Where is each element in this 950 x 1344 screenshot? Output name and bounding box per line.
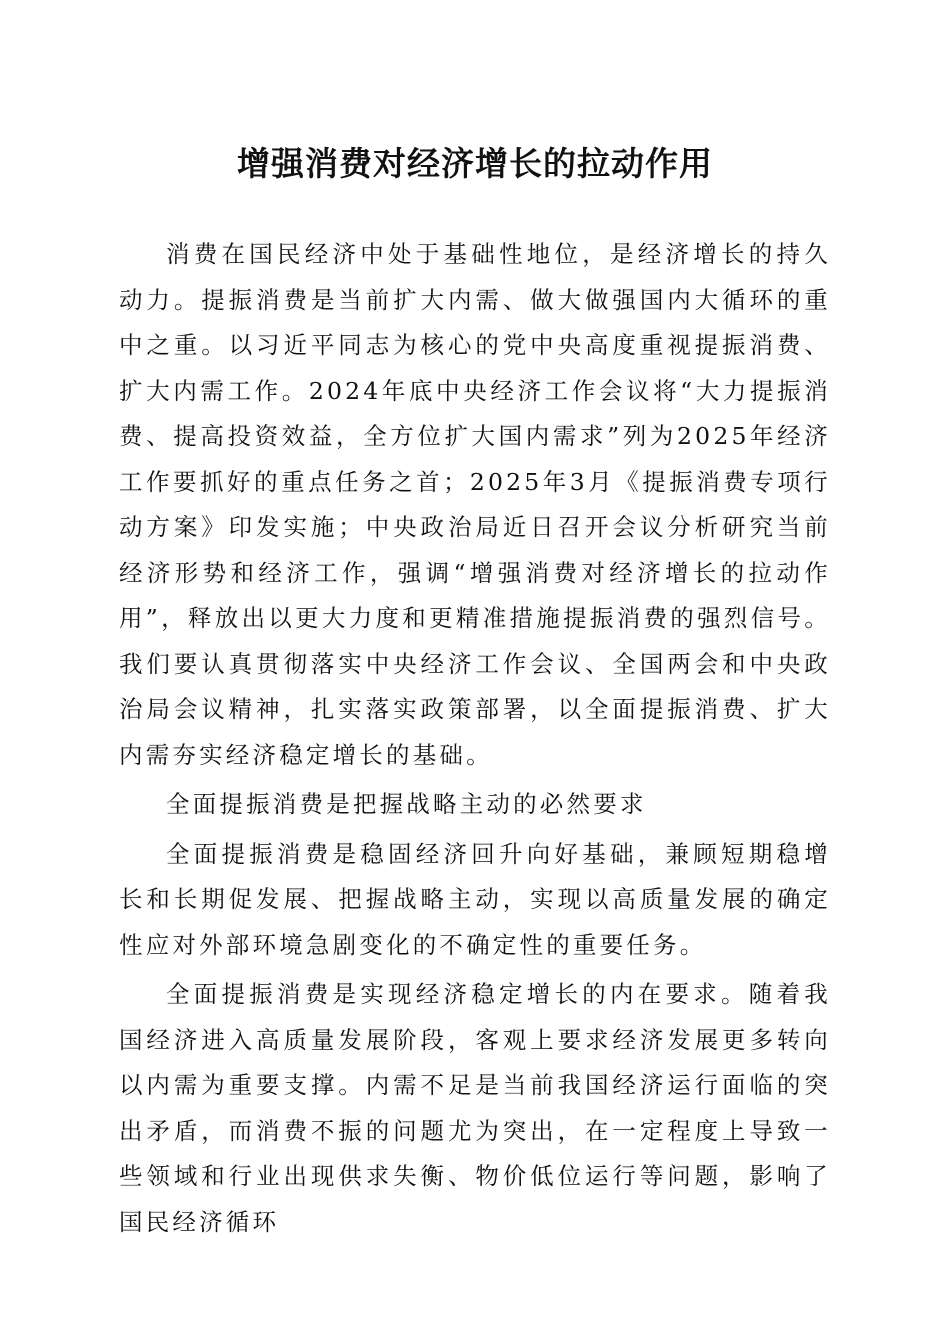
document-body <box>119 232 831 1249</box>
document-title: 增强消费对经济增长的拉动作用 <box>237 144 713 183</box>
section-heading: 全面提振消费是把握战略主动的必然要求 <box>166 790 647 818</box>
paragraph-intro: 消费在国民经济中处于基础性地位，是经济增长的持久动力。提振消费是当前扩大内需、做大做强国内大循环的重中之重。以习近平同志为核心的党中央高度重视提振消费、扩大内需工作。2024年底中央经济工作会议将“大力提振消费、提高投资效益，全方位扩大国内需求”列为2025年经济工作要抓好的重点任务之首；2025年3月《提振消费专项行动方案》印发实施；中央政治局近日召开会议分析研究当前经济形势和经济工作，强调“增强消费对经济增长的拉动作用”，释放出以更大力度和更精准措施提振消费的强烈信号。我们要认真贯彻落实中央经济工作会议、全国两会和中央政治局会议精神，扎实落实政策部署，以全面提振消费、扩大内需夯实经济稳定增长的基础。 <box>119 240 831 769</box>
paragraph-strategic: 全面提振消费是稳固经济回升向好基础，兼顾短期稳增长和长期促发展、把握战略主动，实现以高质量发展的确定性应对外部环境急剧变化的不确定性的重要任务。 <box>119 839 831 959</box>
paragraph-growth: 全面提振消费是实现经济稳定增长的内在要求。随着我国经济进入高质量发展阶段，客观上要求经济发展更多转向以内需为重要支撑。内需不足是当前我国经济运行面临的突出矛盾，而消费不振的问题尤为突出，在一定程度上导致一些领域和行业出现供求失衡、物价低位运行等问题，影响了国民经济循环 <box>119 980 831 1236</box>
